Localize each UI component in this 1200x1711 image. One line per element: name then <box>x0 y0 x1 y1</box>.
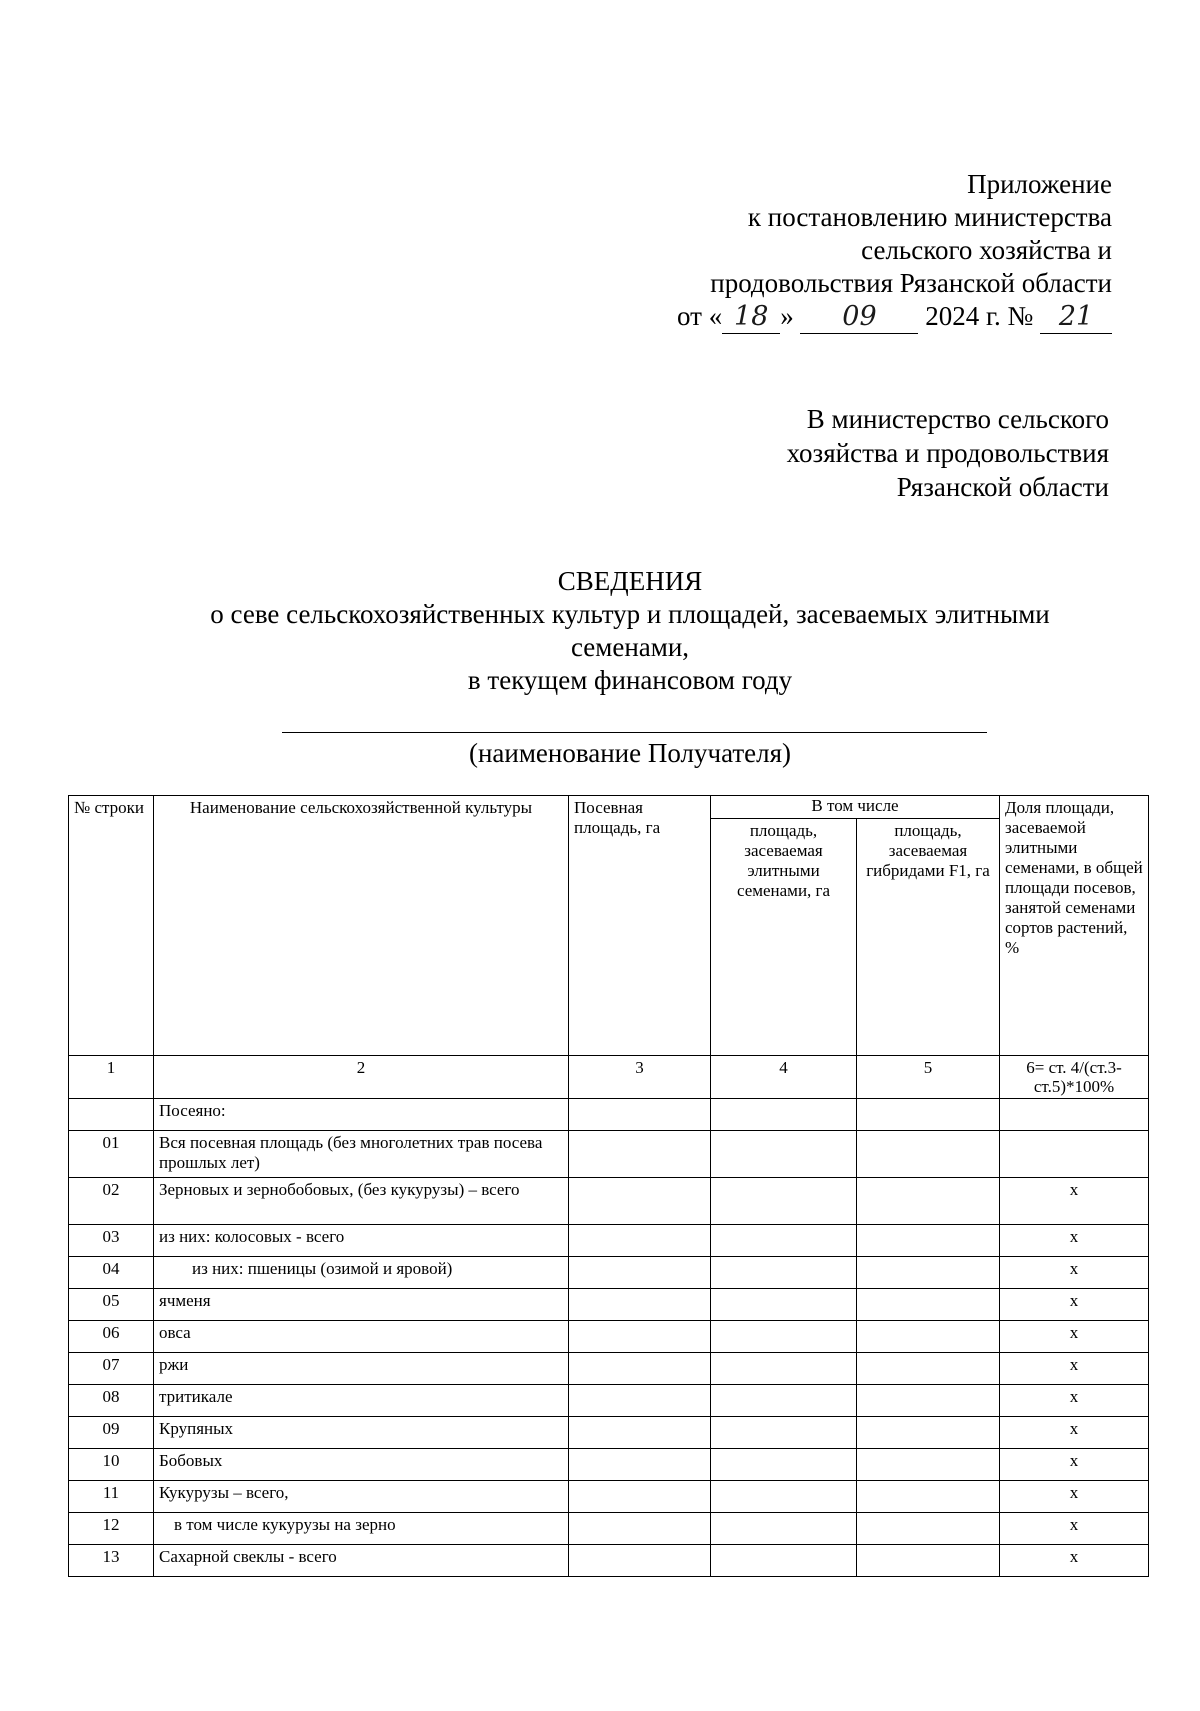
crop-name: Бобовых <box>154 1449 569 1481</box>
table-row <box>69 1385 1149 1417</box>
table-row <box>69 1289 1149 1321</box>
share-cell[interactable] <box>1000 1099 1149 1131</box>
column-numbers-row <box>69 1056 1149 1099</box>
table-row <box>69 1131 1149 1178</box>
hybrid-area-cell[interactable] <box>857 1131 1000 1178</box>
hybrid-area-cell[interactable] <box>857 1257 1000 1289</box>
elite-area-cell[interactable] <box>711 1225 857 1257</box>
crop-name: Кукурузы – всего, <box>154 1481 569 1513</box>
column-formula: 6= ст. 4/(ст.3-ст.5)*100% <box>1000 1056 1149 1099</box>
hybrid-area-cell[interactable] <box>857 1513 1000 1545</box>
table-row <box>69 1449 1149 1481</box>
hybrid-area-cell[interactable] <box>857 1545 1000 1577</box>
row-number: 12 <box>69 1513 154 1545</box>
title-line-1: о севе сельскохозяйственных культур и площадей, засеваемых элитными <box>210 599 1050 629</box>
addressee-line-2: хозяйства и продовольствия <box>786 438 1109 468</box>
row-number: 11 <box>69 1481 154 1513</box>
elite-area-cell[interactable] <box>711 1289 857 1321</box>
appendix-date-line <box>677 300 1112 334</box>
document-title <box>170 565 1090 697</box>
addressee <box>787 402 1109 504</box>
elite-area-cell[interactable] <box>711 1131 857 1178</box>
header-sown-area: Посевная площадь, га <box>569 796 711 1056</box>
elite-area-cell[interactable] <box>711 1481 857 1513</box>
row-number: 09 <box>69 1417 154 1449</box>
addressee-line-3: Рязанской области <box>896 472 1109 502</box>
column-number: 4 <box>711 1056 857 1099</box>
table-row <box>69 1513 1149 1545</box>
sown-area-cell[interactable] <box>569 1513 711 1545</box>
column-number: 2 <box>154 1056 569 1099</box>
row-number: 01 <box>69 1131 154 1178</box>
sown-area-cell[interactable] <box>569 1449 711 1481</box>
hybrid-area-cell[interactable] <box>857 1321 1000 1353</box>
date-day: 18 <box>722 300 780 334</box>
sown-area-cell[interactable] <box>569 1353 711 1385</box>
recipient-name-field[interactable] <box>282 732 987 733</box>
hybrid-area-cell[interactable] <box>857 1417 1000 1449</box>
elite-area-cell[interactable] <box>711 1353 857 1385</box>
share-cell[interactable]: x <box>1000 1178 1149 1225</box>
sown-area-cell[interactable] <box>569 1257 711 1289</box>
share-cell[interactable]: x <box>1000 1289 1149 1321</box>
title-heading: СВЕДЕНИЯ <box>557 566 703 596</box>
share-cell[interactable]: x <box>1000 1449 1149 1481</box>
crop-name: ржи <box>154 1353 569 1385</box>
sown-area-cell[interactable] <box>569 1481 711 1513</box>
header-elite-area: площадь, засеваемая элитными семенами, га <box>711 819 857 1056</box>
crop-name: из них: пшеницы (озимой и яровой) <box>154 1257 569 1289</box>
hybrid-area-cell[interactable] <box>857 1481 1000 1513</box>
sown-area-cell[interactable] <box>569 1289 711 1321</box>
date-month: 09 <box>800 300 918 334</box>
date-year: 2024 г. № <box>925 301 1034 331</box>
row-number: 02 <box>69 1178 154 1225</box>
appendix-line-2: к постановлению министерства <box>747 202 1112 232</box>
crop-name: в том числе кукурузы на зерно <box>154 1513 569 1545</box>
crop-name: тритикале <box>154 1385 569 1417</box>
table-row <box>69 1481 1149 1513</box>
column-number: 3 <box>569 1056 711 1099</box>
appendix-line-3: сельского хозяйства и <box>861 235 1112 265</box>
share-cell[interactable]: x <box>1000 1353 1149 1385</box>
elite-area-cell[interactable] <box>711 1417 857 1449</box>
hybrid-area-cell[interactable] <box>857 1099 1000 1131</box>
elite-area-cell[interactable] <box>711 1099 857 1131</box>
row-number: 07 <box>69 1353 154 1385</box>
sown-label: Посеяно: <box>154 1099 569 1131</box>
elite-area-cell[interactable] <box>711 1385 857 1417</box>
row-number: 06 <box>69 1321 154 1353</box>
share-cell[interactable]: x <box>1000 1513 1149 1545</box>
table-row <box>69 1417 1149 1449</box>
sown-area-cell[interactable] <box>569 1131 711 1178</box>
title-line-3: в текущем финансовом году <box>467 665 793 695</box>
share-cell[interactable]: x <box>1000 1417 1149 1449</box>
header-including: В том числе <box>711 796 1000 819</box>
share-cell[interactable]: x <box>1000 1385 1149 1417</box>
sown-area-cell[interactable] <box>569 1321 711 1353</box>
hybrid-area-cell[interactable] <box>857 1225 1000 1257</box>
hybrid-area-cell[interactable] <box>857 1385 1000 1417</box>
date-prefix: от « <box>677 301 723 331</box>
share-cell[interactable]: x <box>1000 1481 1149 1513</box>
crop-name: из них: колосовых - всего <box>154 1225 569 1257</box>
share-cell[interactable]: x <box>1000 1545 1149 1577</box>
hybrid-area-cell[interactable] <box>857 1353 1000 1385</box>
elite-area-cell[interactable] <box>711 1178 857 1225</box>
crop-name: Крупяных <box>154 1417 569 1449</box>
table-row <box>69 1257 1149 1289</box>
elite-area-cell[interactable] <box>711 1257 857 1289</box>
header-crop-name: Наименование сельскохозяйственной культуры <box>154 796 569 1056</box>
sown-area-cell[interactable] <box>569 1225 711 1257</box>
appendix-header <box>677 168 1112 334</box>
table-row <box>69 1545 1149 1577</box>
table-row <box>69 1353 1149 1385</box>
table-row <box>69 1225 1149 1257</box>
recipient-caption: (наименование Получателя) <box>468 738 792 768</box>
title-line-2: семенами, <box>570 632 690 662</box>
column-number: 1 <box>69 1056 154 1099</box>
sown-label-row <box>69 1099 1149 1131</box>
sown-area-cell[interactable] <box>569 1178 711 1225</box>
row-number: 03 <box>69 1225 154 1257</box>
appendix-line-4: продовольствия Рязанской области <box>710 268 1112 298</box>
header-row-number: № строки <box>69 796 154 1056</box>
hybrid-area-cell[interactable] <box>857 1289 1000 1321</box>
sowing-table <box>68 795 1149 1577</box>
row-number: 10 <box>69 1449 154 1481</box>
elite-area-cell[interactable] <box>711 1449 857 1481</box>
sown-area-cell[interactable] <box>569 1099 711 1131</box>
header-elite-share: Доля площади, засеваемой элитными семенами, в общей площади посевов, занятой семенами сортов растений, % <box>1000 796 1149 1056</box>
row-number: 05 <box>69 1289 154 1321</box>
row-number: 04 <box>69 1257 154 1289</box>
sown-area-cell[interactable] <box>569 1385 711 1417</box>
share-cell[interactable]: x <box>1000 1321 1149 1353</box>
table-row <box>69 1178 1149 1225</box>
appendix-line-1: Приложение <box>967 169 1112 199</box>
share-cell[interactable]: x <box>1000 1225 1149 1257</box>
row-number: 13 <box>69 1545 154 1577</box>
elite-area-cell[interactable] <box>711 1513 857 1545</box>
hybrid-area-cell[interactable] <box>857 1449 1000 1481</box>
date-mid: » <box>780 301 794 331</box>
share-cell[interactable]: x <box>1000 1257 1149 1289</box>
column-number: 5 <box>857 1056 1000 1099</box>
elite-area-cell[interactable] <box>711 1545 857 1577</box>
document-number: 21 <box>1040 300 1112 334</box>
crop-name: Зерновых и зернобобовых, (без кукурузы) – всего <box>154 1178 569 1225</box>
crop-name: Вся посевная площадь (без многолетних трав посева прошлых лет) <box>154 1131 569 1178</box>
hybrid-area-cell[interactable] <box>857 1178 1000 1225</box>
share-cell[interactable] <box>1000 1131 1149 1178</box>
crop-name: овса <box>154 1321 569 1353</box>
crop-name: ячменя <box>154 1289 569 1321</box>
sown-area-cell[interactable] <box>569 1545 711 1577</box>
sown-area-cell[interactable] <box>569 1417 711 1449</box>
row-number: 08 <box>69 1385 154 1417</box>
header-hybrid-area: площадь, засеваемая гибридами F1, га <box>857 819 1000 1056</box>
crop-name: Сахарной свеклы - всего <box>154 1545 569 1577</box>
table-row <box>69 1321 1149 1353</box>
elite-area-cell[interactable] <box>711 1321 857 1353</box>
addressee-line-1: В министерство сельского <box>806 404 1109 434</box>
